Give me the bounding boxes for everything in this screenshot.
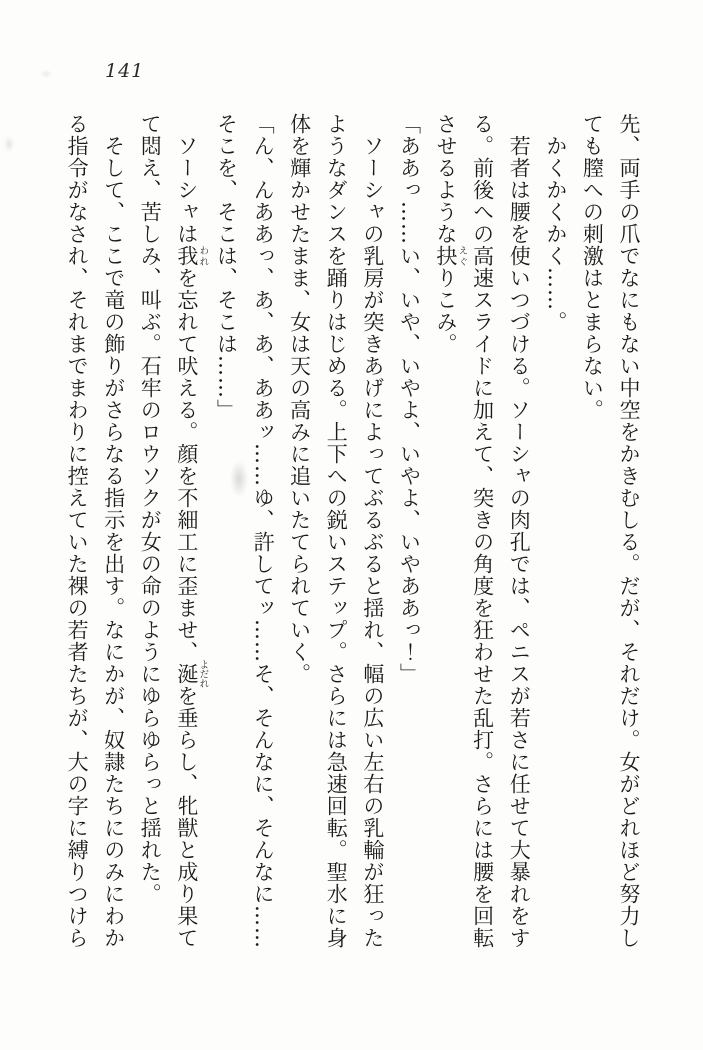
paragraph: 「ああっ……い、いや、いやよ、いやよ、いやああっ！」 — [397, 113, 422, 685]
scan-smudge — [40, 70, 52, 78]
paragraph: 「ん、んああっ、あ、あ、ああッ……ゆ、許してッ……そ、そんなに、そんなに……そこを、そこは、そこは……」 — [214, 113, 276, 949]
scan-smudge — [4, 136, 14, 152]
furigana-ruby: 抉えぐ — [434, 245, 468, 267]
paragraph: 先、両手の爪でなにもない中空をかきむしる。だが、それだけ。女がどれほど努力しても膣への刺激はとまらない。 — [580, 113, 641, 949]
text-block — [53, 113, 647, 955]
paragraph: ソーシャは我われを忘れて吠える。顔を不細工に歪ませ、涎よだれを垂らし、牝獣と成り果てて悶え、苦しみ、叫ぶ。石牢のロウソクが女の命のようにゆらゆらっと揺れた。 — [138, 113, 209, 949]
paragraph: かくかくかく……。 — [543, 135, 568, 333]
paragraph: ソーシャの乳房が突きあげによってぶるぶると揺れ、幅の広い左右の乳輪が狂ったようなダンスを踊りはじめる。上下への鋭いステップ。さらには急速回転。聖水に身体を輝かせたまま、女は天の高みに追いたてられていく。 — [287, 113, 385, 949]
paragraph: 若者は腰を使いつづける。ソーシャの肉孔では、ペニスが若さに任せて大暴れをする。前後への高速スライドに加えて、突きの角度を狂わせた乱打。さらには腰を回転させるような抉えぐりこみ。 — [434, 113, 532, 949]
furigana-ruby: 涎よだれ — [174, 659, 209, 689]
page-number: 141 — [105, 60, 145, 82]
scan-smudge — [230, 460, 248, 498]
paragraph: そして、ここで竜の飾りがさらなる指示を出す。なにかが、奴隷たちにのみにわかる指令がなされ、それまでまわりに控えていた裸の若者たちが、大の字に縛りつけら — [65, 113, 126, 949]
furigana-ruby: 我われ — [174, 245, 209, 267]
